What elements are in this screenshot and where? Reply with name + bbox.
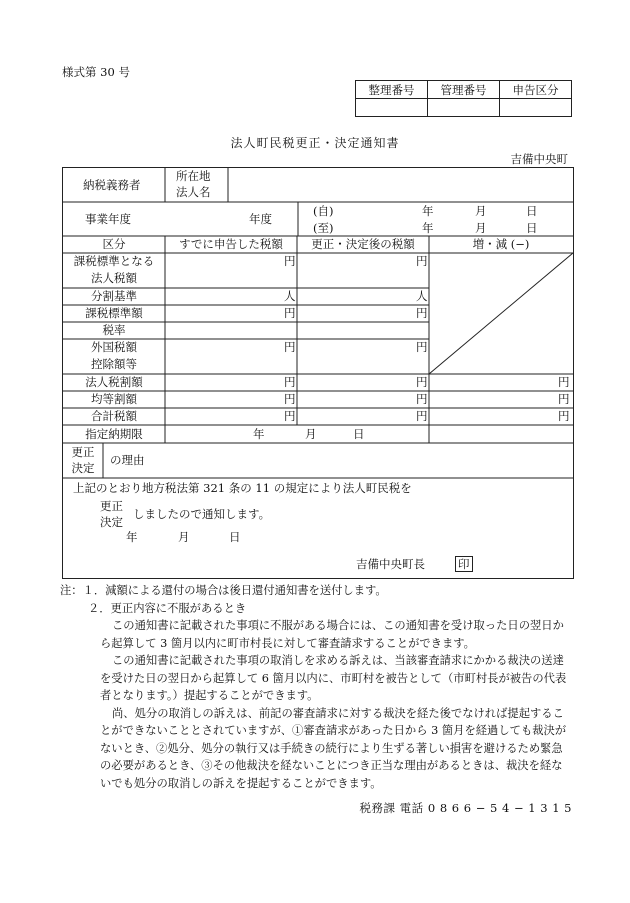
- row-label-standard-amount: 課税標準額: [85, 306, 143, 320]
- row-unit-corrected: 円: [416, 375, 428, 389]
- code-table: [355, 80, 572, 117]
- row-label-tax-rate: 税率: [102, 323, 126, 337]
- notice-kettei: 決定: [100, 515, 123, 529]
- row-unit-difference: 円: [558, 375, 570, 389]
- contact-phone: 税務課 電話 0 8 6 6 − 5 4 − 1 3 1 5: [359, 801, 572, 815]
- reason-suffix: の理由: [110, 453, 145, 467]
- row-unit-declared: 円: [284, 306, 296, 320]
- row-unit-declared: 人: [284, 289, 296, 303]
- row-label-foreign-tax-line1: 外国税額: [91, 340, 137, 354]
- to-month: 月: [475, 221, 487, 235]
- note-paragraph-2: この通知書に記載された事項の取消しを求める訴えは、当該審査請求にかかる裁決の送達を受けた日の翌日から起算して 6 箇月以内に、市町村を被告として（市町村長が被告の代表者となります。）提起することができます。: [100, 654, 567, 702]
- code-value-seiri: [356, 99, 428, 117]
- from-label: (自): [313, 204, 334, 218]
- corp-name-label: 法人名: [176, 185, 211, 199]
- notes-section: [62, 582, 572, 792]
- code-value-shinkoku: [500, 99, 572, 117]
- row-unit-declared: 円: [284, 409, 296, 423]
- from-day: 日: [526, 204, 538, 218]
- notice-month: 月: [178, 530, 190, 544]
- form-number: 様式第 30 号: [62, 65, 130, 79]
- address-label: 所在地: [176, 169, 211, 183]
- row-unit-corrected: 円: [416, 254, 428, 268]
- col-header-category: 区分: [102, 237, 126, 251]
- to-year: 年: [422, 221, 434, 235]
- notice-form: [62, 167, 574, 579]
- notice-kosei: 更正: [100, 499, 123, 513]
- col-header-declared: すでに申告した税額: [179, 237, 283, 251]
- mayor-title: 吉備中央町長: [356, 557, 425, 571]
- mayor-signature: [356, 556, 473, 572]
- notice-line1: 上記のとおり地方税法第 321 条の 11 の規定により法人町民税を: [73, 481, 412, 495]
- row-unit-corrected: 円: [416, 392, 428, 406]
- reason-kettei: 決定: [71, 461, 95, 475]
- row-unit-declared: 円: [284, 340, 296, 354]
- row-unit-corrected: 円: [416, 409, 428, 423]
- deadline-month: 月: [305, 427, 317, 441]
- col-header-difference: 増・減 (−): [472, 237, 530, 251]
- row-unit-difference: 円: [558, 409, 570, 423]
- deadline-year: 年: [253, 427, 265, 441]
- document-title: 法人町民税更正・決定通知書: [230, 136, 400, 150]
- from-year: 年: [422, 204, 434, 218]
- seal-stamp: 印: [455, 556, 473, 572]
- notice-year: 年: [126, 530, 138, 544]
- fiscal-year-suffix: 年度: [249, 212, 272, 226]
- code-header-shinkoku: 申告区分: [500, 81, 572, 99]
- code-value-kanri: [428, 99, 500, 117]
- reason-kosei: 更正: [71, 445, 95, 459]
- row-label-total-tax: 合計税額: [91, 409, 137, 423]
- col-header-corrected: 更正・決定後の税額: [311, 237, 415, 251]
- note-paragraph-1: この通知書に記載された事項に不服がある場合には、この通知書を受け取った日の翌日から起算して 3 箇月以内に町市村長に対して審査請求することができます。: [100, 619, 564, 650]
- row-unit-declared: 円: [284, 392, 296, 406]
- taxpayer-label: 納税義務者: [83, 178, 141, 192]
- municipality: 吉備中央町: [510, 152, 568, 166]
- row-unit-declared: 円: [284, 375, 296, 389]
- row-unit-declared: 円: [284, 254, 296, 268]
- row-unit-corrected: 円: [416, 306, 428, 320]
- deadline-label: 指定納期限: [85, 427, 143, 441]
- row-label-apportion: 分割基準: [91, 289, 137, 303]
- to-label: (至): [313, 221, 334, 235]
- deadline-day: 日: [353, 427, 365, 441]
- row-label-taxbase-line1: 課税標準となる: [73, 254, 155, 268]
- notice-day: 日: [229, 530, 241, 544]
- note-1: 注：１．減額による還付の場合は後日還付通知書を送付します。: [60, 584, 387, 597]
- row-label-corp-tax: 法人税割額: [85, 375, 143, 389]
- row-label-per-capita: 均等割額: [91, 392, 137, 406]
- code-header-kanri: 管理番号: [428, 81, 500, 99]
- note-2: ２．更正内容に不服があるとき: [88, 601, 247, 615]
- row-unit-difference: 円: [558, 392, 570, 406]
- row-label-taxbase-line2: 法人税額: [91, 271, 137, 285]
- notice-line2: しましたので通知します。: [133, 507, 271, 521]
- to-day: 日: [526, 221, 538, 235]
- row-label-foreign-tax-line2: 控除額等: [91, 357, 137, 371]
- from-month: 月: [475, 204, 487, 218]
- code-header-seiri: 整理番号: [356, 81, 428, 99]
- row-unit-corrected: 円: [416, 340, 428, 354]
- row-unit-corrected: 人: [416, 289, 428, 303]
- fiscal-year-label: 事業年度: [85, 212, 131, 226]
- note-paragraph-3: 尚、処分の取消しの訴えは、前記の審査請求に対する裁決を経た後でなければ提起することができないこととされていますが、①審査請求があった日から 3 箇月を経過しても裁決がないとき、②処分、処分の執行又は手続きの続行により生ずる著しい損害を避けるため緊急の必要があるとき、③その他裁決を経ないことにつき正当な理由があるときは、裁決を経ないでも処分の取消しの訴えを提起することができます。: [100, 706, 567, 790]
